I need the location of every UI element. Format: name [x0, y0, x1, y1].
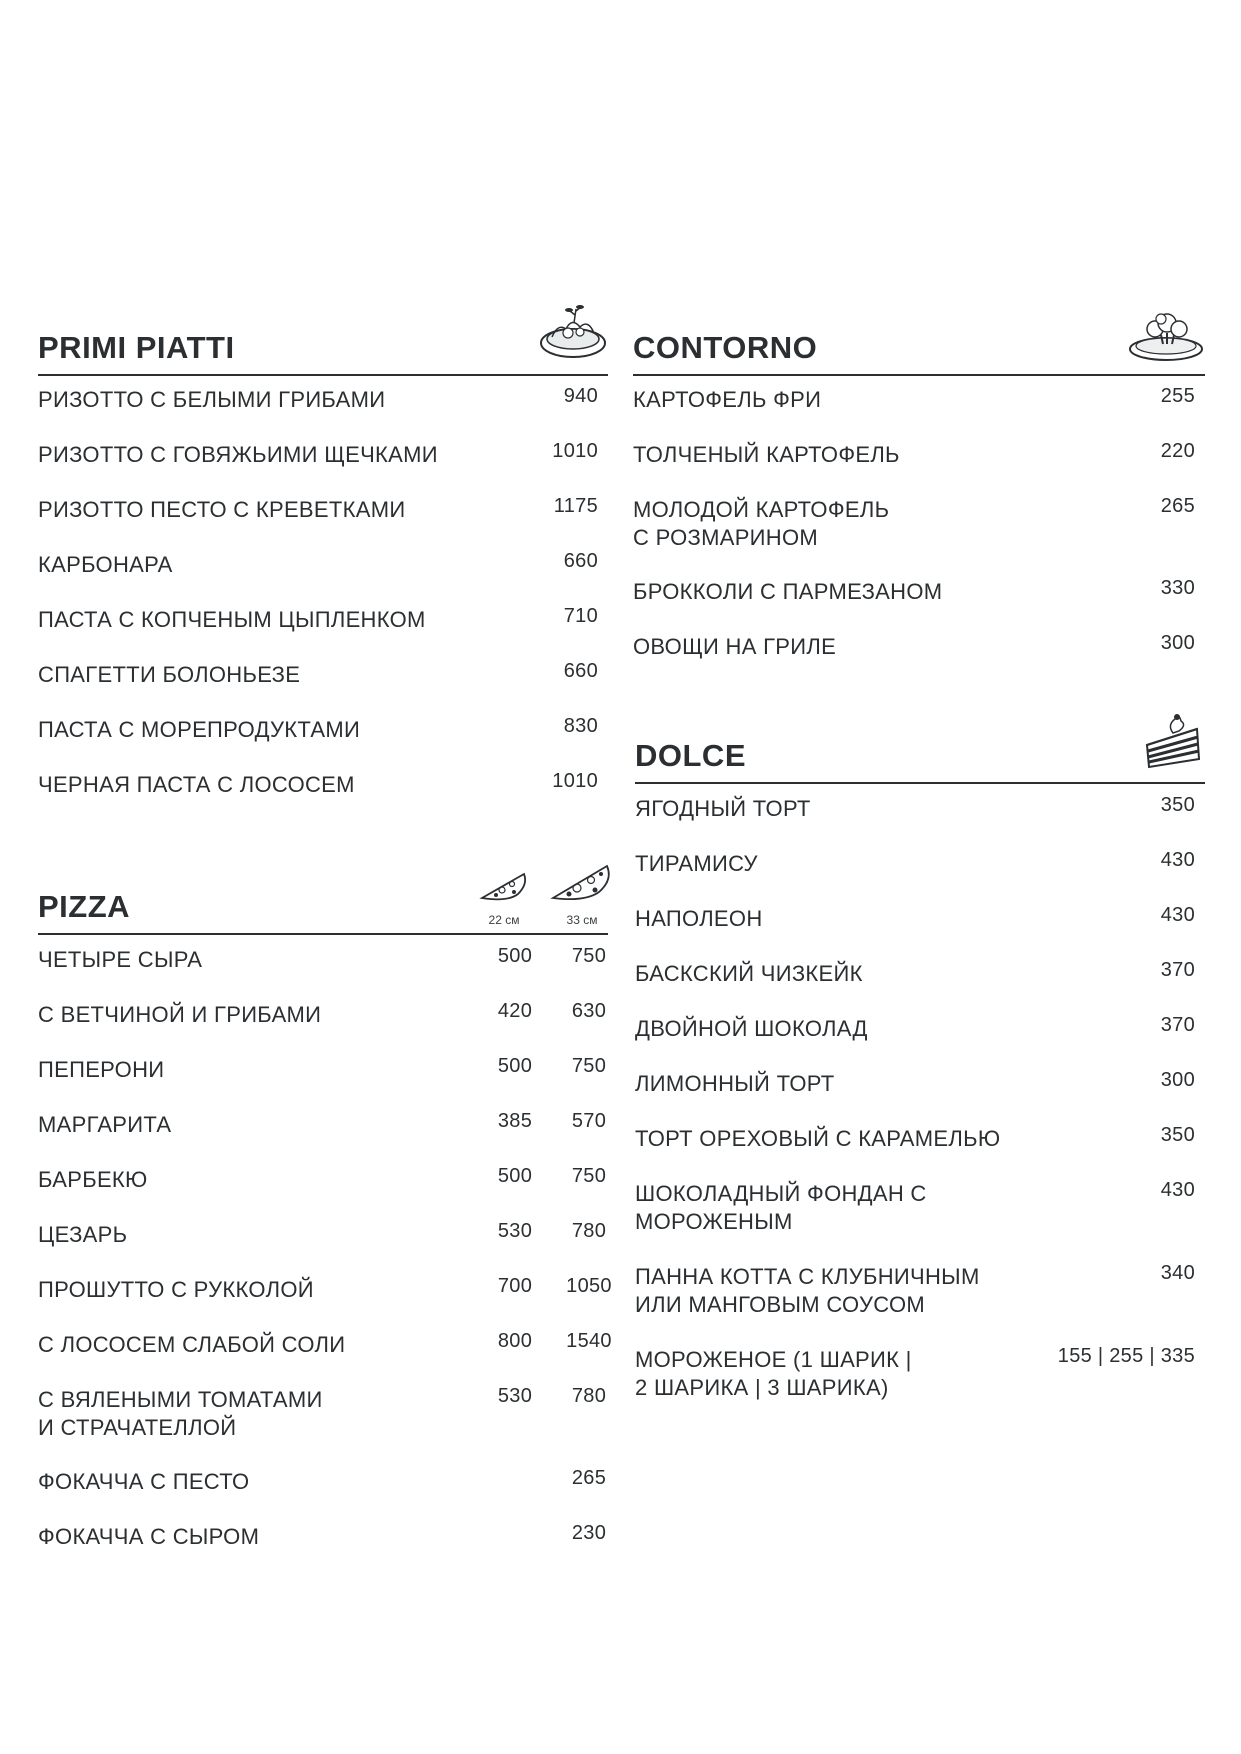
item-price-large: 1540	[566, 1330, 612, 1352]
menu-item	[38, 1001, 608, 1056]
menu-item	[38, 551, 608, 606]
size-column-small	[474, 866, 534, 927]
cake-slice-icon	[1141, 707, 1205, 776]
pizza-slice-icon	[549, 893, 615, 910]
item-price-large: 750	[571, 945, 607, 967]
item-price: 155 | 255 | 335	[1057, 1345, 1195, 1367]
item-price: 340	[1160, 1262, 1195, 1284]
section-title: PIZZA	[38, 889, 131, 924]
menu-item	[633, 441, 1205, 496]
item-price-small: 530	[497, 1385, 533, 1407]
section-title: PRIMI PIATTI	[38, 330, 235, 365]
menu-item	[38, 606, 608, 661]
item-price-small: 500	[497, 1165, 533, 1187]
item-name: С ВЕТЧИНОЙ И ГРИБАМИ	[38, 1002, 322, 1027]
menu-item	[633, 578, 1205, 633]
item-name: ПЕПЕРОНИ	[38, 1057, 165, 1082]
menu-item	[635, 1015, 1205, 1070]
item-price: 265	[1160, 495, 1195, 517]
item-name: ПРОШУТТО С РУККОЛОЙ	[38, 1277, 314, 1302]
item-name: ПАСТА С МОРЕПРОДУКТАМИ	[38, 717, 361, 742]
section-header	[38, 290, 608, 376]
item-price-large: 265	[571, 1467, 607, 1489]
menu-item	[635, 960, 1205, 1015]
item-price: 430	[1160, 1179, 1195, 1201]
pasta-bowl-icon	[538, 299, 608, 368]
item-price: 660	[563, 660, 598, 682]
item-name: КАРТОФЕЛЬ ФРИ	[633, 387, 822, 412]
section-contorno	[633, 290, 1205, 688]
section-title: CONTORNO	[633, 330, 818, 365]
item-price-large: 750	[571, 1055, 607, 1077]
menu-item	[38, 496, 608, 551]
item-name: МАРГАРИТА	[38, 1112, 172, 1137]
menu-item	[38, 1221, 608, 1276]
item-price-large: 750	[571, 1165, 607, 1187]
menu-list	[38, 945, 612, 1578]
item-name: ФОКАЧЧА С ПЕСТО	[38, 1469, 250, 1494]
item-price-small: 385	[497, 1110, 533, 1132]
menu-item	[38, 1330, 612, 1386]
menu-item	[38, 771, 608, 826]
section-primi-piatti	[38, 290, 608, 826]
item-name: БРОККОЛИ С ПАРМЕЗАНОМ	[633, 579, 943, 604]
item-name: ТОРТ ОРЕХОВЫЙ С КАРАМЕЛЬЮ	[635, 1126, 1001, 1151]
menu-item	[633, 386, 1205, 441]
menu-item	[38, 1111, 608, 1166]
menu-item	[38, 386, 608, 441]
menu-item	[38, 716, 608, 771]
menu-item	[635, 1070, 1205, 1125]
menu-item	[38, 946, 608, 1001]
size-label: 22 см	[488, 913, 520, 927]
section-pizza	[38, 853, 612, 1578]
item-name: ЯГОДНЫЙ ТОРТ	[635, 796, 811, 821]
item-price: 830	[563, 715, 598, 737]
item-price: 430	[1160, 849, 1195, 871]
menu-item	[38, 441, 608, 496]
item-name: КАРБОНАРА	[38, 552, 173, 577]
size-label: 33 см	[566, 913, 598, 927]
menu-item	[38, 1468, 608, 1523]
item-name: ТИРАМИСУ	[635, 851, 758, 876]
item-price-small: 420	[497, 1000, 533, 1022]
section-dolce	[635, 698, 1205, 1429]
item-price-large: 630	[571, 1000, 607, 1022]
item-price: 710	[563, 605, 598, 627]
menu-list	[633, 386, 1205, 688]
section-header	[38, 853, 608, 935]
menu-list	[635, 795, 1205, 1429]
menu-item	[38, 1275, 612, 1331]
item-price-large: 230	[571, 1522, 607, 1544]
menu-item	[635, 795, 1205, 850]
item-price-large: 780	[571, 1220, 607, 1242]
item-price: 330	[1160, 577, 1195, 599]
section-header	[635, 698, 1205, 784]
item-name: ПАСТА С КОПЧЕНЫМ ЦЫПЛЕНКОМ	[38, 607, 426, 632]
menu-item	[635, 1125, 1205, 1180]
item-price-large: 1050	[566, 1275, 612, 1297]
item-name: ШОКОЛАДНЫЙ ФОНДАН С МОРОЖЕНЫМ	[635, 1181, 927, 1234]
menu-item	[38, 661, 608, 716]
item-name: РИЗОТТО С БЕЛЫМИ ГРИБАМИ	[38, 387, 386, 412]
broccoli-plate-icon	[1127, 307, 1205, 368]
item-price: 1010	[552, 770, 598, 792]
pizza-slice-icon	[478, 893, 530, 910]
item-name: ТОЛЧЕНЫЙ КАРТОФЕЛЬ	[633, 442, 900, 467]
item-price: 350	[1160, 794, 1195, 816]
section-title: DOLCE	[635, 738, 746, 773]
item-price-small: 700	[497, 1275, 533, 1297]
item-name: МОРОЖЕНОЕ (1 ШАРИК | 2 ШАРИКА | 3 ШАРИКА)	[635, 1347, 912, 1400]
item-name: ЧЕТЫРЕ СЫРА	[38, 947, 203, 972]
item-price: 370	[1160, 1014, 1195, 1036]
menu-item	[635, 905, 1205, 960]
item-name: БАСКСКИЙ ЧИЗКЕЙК	[635, 961, 863, 986]
item-name: ЦЕЗАРЬ	[38, 1222, 128, 1247]
item-price: 1010	[552, 440, 598, 462]
menu-item	[635, 850, 1205, 905]
menu-item	[633, 496, 1205, 578]
item-name: БАРБЕКЮ	[38, 1167, 148, 1192]
item-name: РИЗОТТО ПЕСТО С КРЕВЕТКАМИ	[38, 497, 406, 522]
item-name: МОЛОДОЙ КАРТОФЕЛЬ С РОЗМАРИНОМ	[633, 497, 890, 550]
item-price: 370	[1160, 959, 1195, 981]
item-price: 255	[1160, 385, 1195, 407]
item-price-large: 780	[571, 1385, 607, 1407]
item-price-large: 570	[571, 1110, 607, 1132]
item-price-small: 500	[497, 1055, 533, 1077]
menu-item	[38, 1166, 608, 1221]
item-name: ОВОЩИ НА ГРИЛЕ	[633, 634, 837, 659]
item-price: 1175	[553, 495, 598, 517]
menu-item	[38, 1056, 608, 1111]
item-price: 430	[1160, 904, 1195, 926]
menu-list	[38, 386, 608, 826]
menu-item	[635, 1180, 1205, 1263]
item-price: 940	[563, 385, 598, 407]
item-name: СПАГЕТТИ БОЛОНЬЕЗЕ	[38, 662, 301, 687]
item-name: ЛИМОННЫЙ ТОРТ	[635, 1071, 835, 1096]
item-name: НАПОЛЕОН	[635, 906, 763, 931]
item-name: С ВЯЛЕНЫМИ ТОМАТАМИ И СТРАЧАТЕЛЛОЙ	[38, 1387, 323, 1440]
size-column-large	[546, 858, 618, 927]
item-name: РИЗОТТО С ГОВЯЖЬИМИ ЩЕЧКАМИ	[38, 442, 438, 467]
menu-item	[635, 1263, 1205, 1346]
item-name: ФОКАЧЧА С СЫРОМ	[38, 1524, 260, 1549]
item-price-small: 530	[497, 1220, 533, 1242]
item-name: ПАННА КОТТА С КЛУБНИЧНЫМ ИЛИ МАНГОВЫМ СОУСОМ	[635, 1264, 980, 1317]
menu-item	[38, 1386, 608, 1468]
item-price: 660	[563, 550, 598, 572]
section-header	[633, 290, 1205, 376]
item-price: 350	[1160, 1124, 1195, 1146]
item-price: 300	[1160, 1069, 1195, 1091]
item-price-small: 800	[497, 1330, 533, 1352]
menu-item	[633, 633, 1205, 688]
menu-item	[38, 1523, 608, 1578]
item-name: ЧЕРНАЯ ПАСТА С ЛОСОСЕМ	[38, 772, 355, 797]
item-price: 300	[1160, 632, 1195, 654]
item-name: С ЛОСОСЕМ СЛАБОЙ СОЛИ	[38, 1332, 346, 1357]
item-name: ДВОЙНОЙ ШОКОЛАД	[635, 1016, 868, 1041]
menu-item	[635, 1346, 1205, 1429]
item-price-small: 500	[497, 945, 533, 967]
item-price: 220	[1160, 440, 1195, 462]
